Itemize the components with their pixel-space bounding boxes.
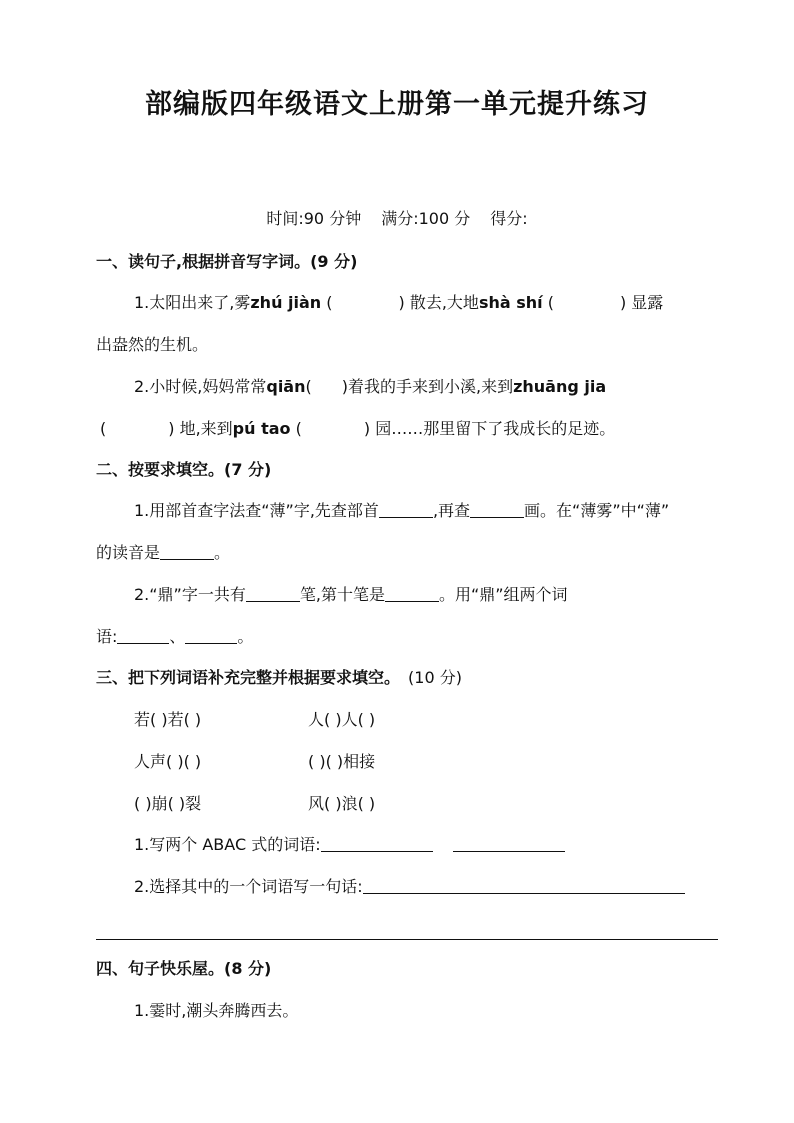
s3-idiom-1b: 人( )人( ) [308, 710, 376, 729]
s2-q2-text-b: 笔,第十笔是 [299, 585, 385, 604]
s1-q2-pinyin-1: qiān [266, 377, 306, 396]
s2-q1-blank-2[interactable] [470, 501, 524, 518]
page-title: 部编版四年级语文上册第一单元提升练习 [145, 89, 649, 120]
section-3-heading: 三、把下列词语补充完整并根据要求填空。 [96, 668, 401, 687]
s2-q1-text-b: ,再查 [432, 501, 471, 520]
exam-meta [0, 208, 794, 230]
s1-q1-line1: 1.太阳出来了,雾zhú jiàn ( ) 散去,大地shà shí ( ) 显露 [134, 293, 664, 312]
s2-q2-blank-4[interactable] [185, 627, 237, 644]
s2-q2-line1 [134, 584, 568, 606]
s1-q2-text-c: 地,来到 [179, 419, 233, 438]
s3-q2-blank[interactable] [363, 877, 685, 894]
s3-q2-line [134, 876, 685, 898]
s1-q1-text-c: 显露 [631, 293, 664, 312]
s2-q2-text-d: 语: [96, 627, 118, 646]
s2-q1-text-e: 。 [214, 543, 231, 562]
s2-q2-blank-2[interactable] [385, 585, 439, 602]
s2-q2-text-e: 、 [169, 627, 186, 646]
section-3-heading-line [96, 667, 462, 689]
s3-idiom-3b: 风( )浪( ) [308, 794, 376, 813]
s2-q1-line2 [96, 542, 230, 564]
s1-q2-pinyin-3: pú tao [232, 419, 291, 438]
s2-q2-text-f: 。 [237, 627, 254, 646]
s2-q2-line2 [96, 626, 253, 648]
s2-q1-line1 [134, 500, 669, 522]
s3-q2-answer-line[interactable] [96, 939, 718, 940]
full-score: 满分:100 分 [381, 209, 471, 228]
s1-q1-pinyin-2: shà shí [478, 293, 543, 312]
s2-q2-blank-3[interactable] [117, 627, 169, 644]
score-got: 得分: [490, 209, 528, 228]
s2-q1-text-a: 1.用部首查字法查“薄”字,先查部首 [134, 501, 379, 520]
s1-q1-line2: 出盎然的生机。 [96, 335, 209, 354]
s3-idiom-1a: 若( )若( ) [134, 710, 202, 729]
s2-q1-text-d: 的读音是 [96, 543, 161, 562]
s2-q2-blank-1[interactable] [246, 585, 300, 602]
s2-q1-blank-3[interactable] [160, 543, 214, 560]
s1-q2-pinyin-2: zhuāng jia [513, 377, 607, 396]
time-limit: 时间:90 分钟 [266, 209, 362, 228]
s2-q2-text-c: 。用“鼎”组两个词 [438, 585, 568, 604]
section-2-heading: 二、按要求填空。(7 分) [96, 460, 272, 479]
section-4-heading: 四、句子快乐屋。(8 分) [96, 959, 272, 978]
s3-q1-line [134, 834, 565, 856]
s1-q1-text-a: 1.太阳出来了,雾 [134, 293, 251, 312]
s3-idiom-3a: ( )崩( )裂 [134, 794, 202, 813]
s2-q1-text-c: 画。在“薄雾”中“薄” [524, 501, 670, 520]
s3-q2-text: 2.选择其中的一个词语写一句话: [134, 877, 363, 896]
s3-q1-blank-2[interactable] [453, 835, 565, 852]
s3-idiom-2b: ( )( )相接 [308, 752, 376, 771]
s3-q1-text: 1.写两个 ABAC 式的词语: [134, 835, 321, 854]
section-1-heading: 一、读句子,根据拼音写字词。(9 分) [96, 252, 358, 271]
s1-q1-text-b: 散去,大地 [409, 293, 479, 312]
s3-q1-blank-1[interactable] [321, 835, 433, 852]
s1-q2-text-a: 2.小时候,妈妈常常 [134, 377, 267, 396]
s1-q2-text-b: 着我的手来到小溪,来到 [347, 377, 514, 396]
s1-q1-pinyin-1: zhú jiàn [250, 293, 322, 312]
s1-q2-text-d: 园……那里留下了我成长的足迹。 [375, 419, 616, 438]
s1-q2-line2: ( ) 地,来到pú tao ( ) 园……那里留下了我成长的足迹。 [100, 419, 616, 438]
s2-q1-blank-1[interactable] [379, 501, 433, 518]
s3-idiom-2a: 人声( )( ) [134, 752, 202, 771]
s2-q2-text-a: 2.“鼎”字一共有 [134, 585, 246, 604]
section-3-points: (10 分) [408, 668, 462, 687]
s1-q2-line1: 2.小时候,妈妈常常qiān( )着我的手来到小溪,来到zhuāng jia [134, 377, 607, 396]
s4-q1-text: 1.霎时,潮头奔腾西去。 [134, 1001, 299, 1020]
